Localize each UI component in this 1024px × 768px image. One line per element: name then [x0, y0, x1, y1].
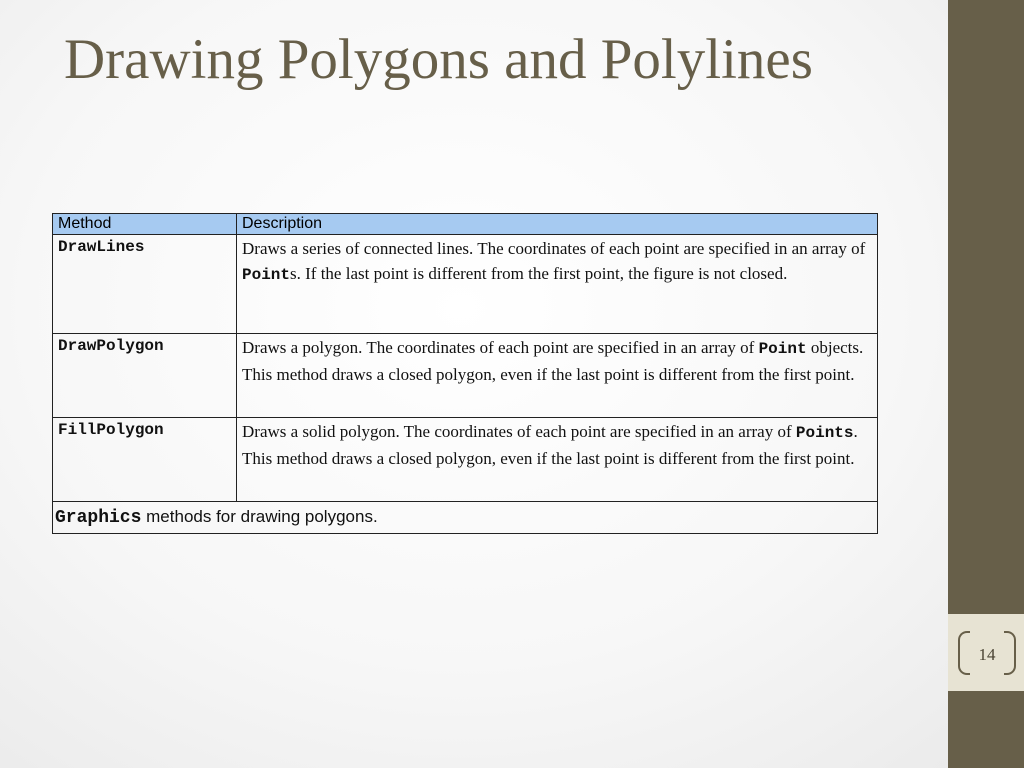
description-text: s. If the last point is different from the first point, the figure is not closed.: [290, 264, 788, 283]
description-text: Draws a series of connected lines. The coordinates of each point are specified in an array of: [242, 239, 866, 258]
methods-table: [52, 213, 878, 534]
description-text: objects. This method draws a closed polygon, even if the last point is different from the first point.: [242, 338, 864, 384]
table-row: [53, 418, 878, 502]
description-code: Point: [758, 340, 807, 358]
header-description: Description: [237, 214, 878, 235]
page-number: 14: [978, 645, 996, 664]
method-name: DrawPolygon: [53, 334, 237, 418]
table-caption-row: [53, 502, 878, 534]
description-text: Draws a solid polygon. The coordinates of each point are specified in an array of: [242, 422, 796, 441]
table-row: [53, 334, 878, 418]
slide-title: Drawing Polygons and Polylines: [64, 28, 813, 91]
table-caption: [53, 502, 878, 534]
caption-code: Graphics: [55, 508, 142, 528]
method-name: FillPolygon: [53, 418, 237, 502]
method-description: [237, 235, 878, 334]
table-row: [53, 235, 878, 334]
method-description: [237, 418, 878, 502]
description-code: Points: [795, 424, 854, 442]
method-description: [237, 334, 878, 418]
description-code: Point: [242, 266, 291, 284]
header-method: Method: [53, 214, 237, 235]
table-header-row: [53, 214, 878, 235]
description-text: . This method draws a closed polygon, even if the last point is different from the first point.: [242, 422, 858, 468]
method-name: DrawLines: [53, 235, 237, 334]
description-text: Draws a polygon. The coordinates of each point are specified in an array of: [242, 338, 759, 357]
caption-text: methods for drawing polygons.: [141, 507, 378, 526]
